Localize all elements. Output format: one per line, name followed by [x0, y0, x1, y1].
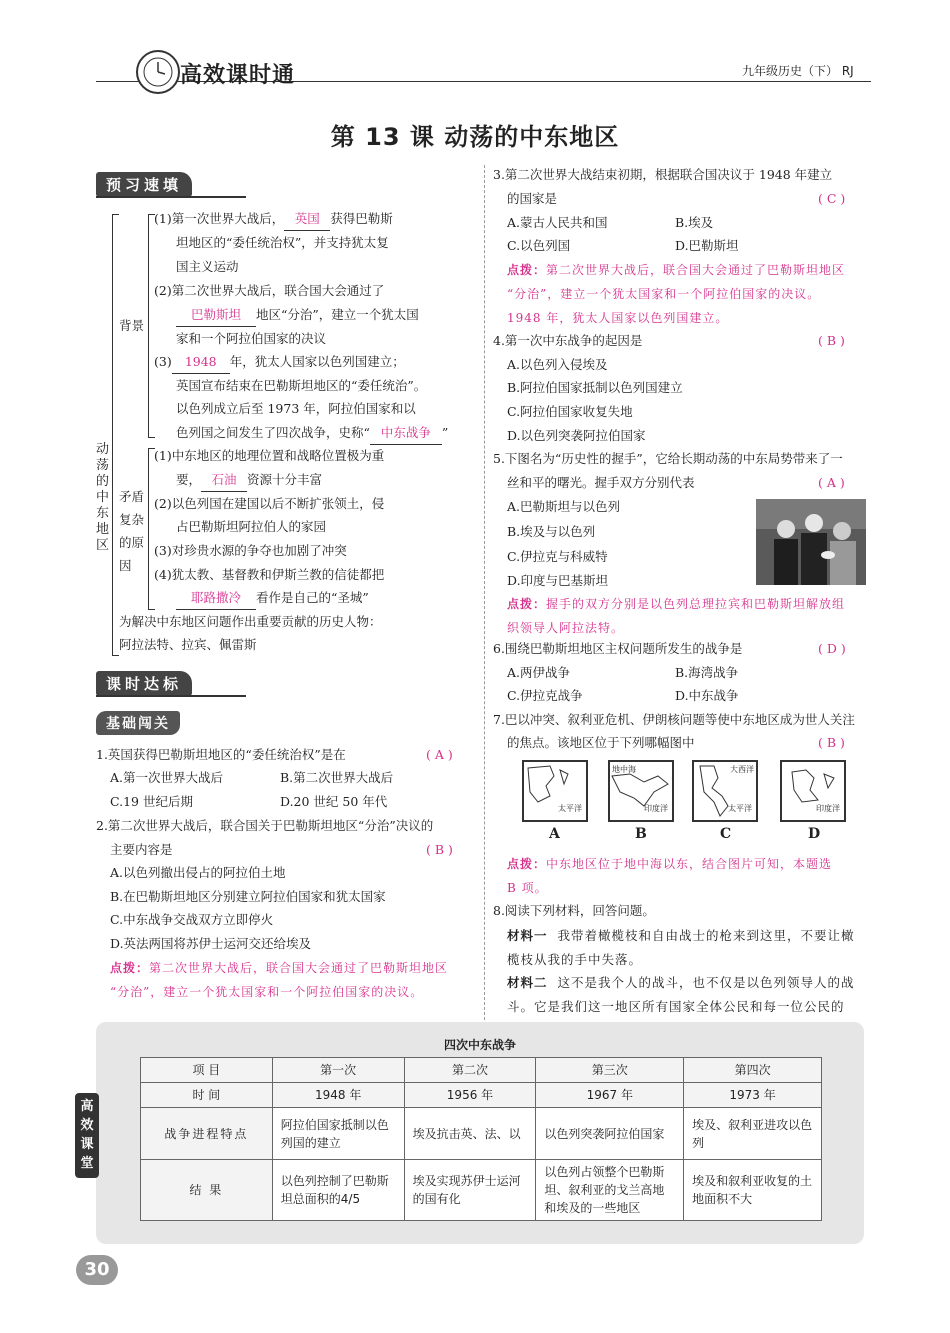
map-a-label: A	[549, 826, 560, 842]
q7-hint-line2: B 项。	[507, 881, 548, 895]
table-row-feature	[141, 1108, 822, 1160]
q1-stem: 1.英国获得巴勒斯坦地区的“委任统治权”是在	[96, 747, 346, 762]
q7-answer: ( B )	[818, 735, 845, 750]
q4-option-a: A.以色列入侵埃及	[507, 357, 608, 372]
map-b-ocean-label: 印度洋	[644, 804, 668, 813]
q3-option-a: A.蒙古人民共和国	[507, 215, 608, 230]
table-header-cell: 第四次	[684, 1058, 822, 1083]
q4-answer: ( B )	[818, 333, 845, 348]
table-cell: 阿拉伯国家抵制以色列国的建立	[272, 1108, 404, 1160]
map-d-label: D	[808, 826, 821, 842]
section-practice-label: 课时达标	[96, 671, 192, 696]
column-divider	[484, 165, 485, 1020]
c2-line1: (2)以色列国在建国以后不断扩张领土，侵	[154, 496, 385, 511]
map-c-atlantic-label: 大西洋	[730, 765, 754, 774]
c4-line1: (4)犹太教、基督教和伊斯兰教的信徒都把	[154, 567, 385, 582]
q5-answer: ( A )	[818, 475, 845, 490]
section-banner-preview	[96, 172, 192, 196]
table-cell: 以色列占领整个巴勒斯坦、叙利亚的戈兰高地和埃及的一些地区	[536, 1160, 684, 1221]
table-header-cell: 第二次	[404, 1058, 536, 1083]
bg3-fill2: 中东战争	[370, 421, 442, 445]
bg3-line3: 以色列成立后至 1973 年，阿拉伯国家和以	[176, 401, 416, 416]
bg2-line2: 巴勒斯坦 地区“分治”，建立一个犹太国	[176, 303, 419, 327]
map-a-ocean-label: 太平洋	[558, 804, 582, 813]
material2-line1: 材料二 这不是我个人的战斗，也不仅是以色列领导人的战	[507, 975, 855, 990]
table-header-row	[141, 1058, 822, 1083]
q3-stem-line1: 3.第二次世界大战结束初期，根据联合国决议于 1948 年建立	[493, 167, 833, 182]
bg3-fill: 1948	[172, 350, 230, 374]
banner-rule	[96, 695, 246, 697]
c3-line: (3)对珍贵水源的争夺也加剧了冲突	[154, 543, 347, 558]
outline-background-label: 背景	[119, 318, 145, 333]
page-number: 30	[76, 1255, 118, 1285]
q2-answer: ( B )	[426, 842, 453, 857]
handshake-photo	[756, 499, 866, 585]
map-d	[780, 760, 846, 822]
q3-answer: ( C )	[818, 191, 846, 206]
c4-fill: 耶路撒冷	[176, 586, 256, 610]
table-row-time	[141, 1083, 822, 1108]
q6-stem: 6.围绕巴勒斯坦地区主权问题所发生的战争是	[493, 641, 743, 656]
q5-stem-line1: 5.下图名为“历史性的握手”，它给长期动荡的中东局势带来了一	[493, 451, 843, 466]
section-banner-practice	[96, 671, 192, 695]
q2-option-c: C.中东战争交战双方立即停火	[110, 912, 274, 927]
q5-option-b: B.埃及与以色列	[507, 524, 596, 539]
bg2-line1: (2)第二次世界大战后，联合国大会通过了	[154, 283, 385, 298]
table-cell: 以色列突袭阿拉伯国家	[536, 1108, 684, 1160]
q6-option-c: C.伊拉克战争	[507, 688, 583, 703]
background-brace	[148, 214, 155, 438]
table-cell: 埃及抗击英、法、以	[404, 1108, 536, 1160]
q5-option-a: A.巴勒斯坦与以色列	[507, 499, 621, 514]
q7-hint-line1: 点拨：中东地区位于地中海以东，结合图片可知，本题选	[507, 857, 833, 871]
q3-hint-line3: 1948 年，犹太人国家以色列国建立。	[507, 311, 729, 325]
table-cell: 1973 年	[684, 1083, 822, 1108]
q1-option-c: C.19 世纪后期	[110, 794, 193, 809]
wars-table	[140, 1057, 822, 1221]
bg1-line3: 国主义运动	[176, 259, 239, 274]
q7-stem-line2: 的焦点。该地区位于下列哪幅图中	[507, 735, 695, 750]
logo-text: 高效课时通	[180, 63, 296, 88]
q6-answer: ( D )	[818, 641, 846, 656]
section-preview-label: 预习速填	[96, 172, 192, 197]
material1-line2: 榄枝从我的手中失落。	[507, 952, 643, 967]
q4-stem: 4.第一次中东战争的起因是	[493, 333, 643, 348]
q5-option-c: C.伊拉克与科威特	[507, 549, 608, 564]
outline-root: 动荡的中东地区	[96, 442, 110, 553]
q2-option-b: B.在巴勒斯坦地区分别建立阿拉伯国家和犹太国家	[110, 889, 386, 904]
q3-option-d: D.巴勒斯坦	[675, 238, 739, 253]
bg2-fill: 巴勒斯坦	[176, 303, 256, 327]
q2-hint-line2: “分治”，建立一个犹太国家和一个阿拉伯国家的决议。	[110, 985, 424, 999]
table-row-result	[141, 1160, 822, 1221]
map-c-ocean-label: 太平洋	[728, 804, 752, 813]
table-cell: 1948 年	[272, 1083, 404, 1108]
q3-stem-line2: 的国家是	[507, 191, 558, 206]
q1-option-a: A.第一次世界大战后	[110, 770, 224, 785]
table-header-cell: 第三次	[536, 1058, 684, 1083]
q4-option-c: C.阿拉伯国家收复失地	[507, 404, 633, 419]
c1-fill: 石油	[201, 468, 247, 492]
table-cell: 埃及和叙利亚收复的土地面积不大	[684, 1160, 822, 1221]
q8-stem: 8.阅读下列材料，回答问题。	[493, 903, 655, 918]
q3-option-c: C.以色列国	[507, 238, 571, 253]
table-cell: 时 间	[141, 1083, 273, 1108]
subject-label: 九年级历史（下） RJ	[742, 64, 854, 78]
people-line1: 为解决中东地区问题作出重要贡献的历史人物：	[119, 614, 382, 629]
banner-rule	[96, 196, 246, 198]
table-cell: 1967 年	[536, 1083, 684, 1108]
c2-line2: 占巴勒斯坦阿拉伯人的家园	[176, 519, 327, 534]
q4-option-b: B.阿拉伯国家抵制以色列国建立	[507, 380, 683, 395]
table-cell: 埃及实现苏伊士运河的国有化	[404, 1160, 536, 1221]
table-cell: 1956 年	[404, 1083, 536, 1108]
bg1-line1: (1)第一次世界大战后， 英国 获得巴勒斯	[154, 207, 393, 231]
q7-stem-line1: 7.巴以冲突、叙利亚危机、伊朗核问题等使中东地区成为世人关注	[493, 712, 855, 727]
q2-option-a: A.以色列撤出侵占的阿拉伯土地	[110, 865, 286, 880]
bg3-line4: 色列国之间发生了四次战争，史称“ 中东战争 ”	[176, 421, 448, 445]
table-cell: 埃及、叙利亚进攻以色列	[684, 1108, 822, 1160]
map-b-sea-label: 地中海	[612, 765, 636, 774]
bg3-line1: (3) 1948 年，犹太人国家以色列国建立；	[154, 350, 405, 374]
table-cell: 战争进程特点	[141, 1108, 273, 1160]
bg3-line2: 英国宣布结束在巴勒斯坦地区的“委任统治”。	[176, 378, 427, 393]
map-c	[692, 760, 758, 822]
table-cell: 结 果	[141, 1160, 273, 1221]
q2-stem-line1: 2.第二次世界大战后，联合国关于巴勒斯坦地区“分治”决议的	[96, 818, 434, 833]
q3-option-b: B.埃及	[675, 215, 714, 230]
people-line2: 阿拉法特、拉宾、佩雷斯	[119, 637, 257, 652]
table-cell: 以色列控制了巴勒斯坦总面积的4/5	[272, 1160, 404, 1221]
bg1-fill: 英国	[284, 207, 330, 231]
q5-hint-line2: 织领导人阿拉法特。	[507, 621, 625, 635]
table-header-cell: 第一次	[272, 1058, 404, 1083]
q5-hint-line1: 点拨：握手的双方分别是以色列总理拉宾和巴勒斯坦解放组	[507, 597, 846, 611]
bg1-line2: 坦地区的“委任统治权”，并支持犹太复	[176, 235, 389, 250]
q5-option-d: D.印度与巴基斯坦	[507, 573, 609, 588]
c1-line2: 要， 石油 资源十分丰富	[176, 468, 322, 492]
q1-option-b: B.第二次世界大战后	[280, 770, 394, 785]
c4-line2: 耶路撒冷 看作是自己的“圣城”	[176, 586, 369, 610]
q2-stem-line2: 主要内容是	[110, 842, 173, 857]
section-basic-label: 基础闯关	[96, 711, 180, 735]
outline-conflict-label: 矛盾复杂的原因	[119, 489, 145, 573]
map-c-label: C	[720, 826, 732, 842]
q5-stem-line2: 丝和平的曙光。握手双方分别代表	[507, 475, 695, 490]
map-a	[522, 760, 588, 822]
side-tab: 高效课堂	[75, 1093, 99, 1178]
map-b	[608, 760, 674, 822]
map-b-label: B	[635, 826, 647, 842]
table-title: 四次中东战争	[443, 1038, 516, 1052]
table-header-cell: 项 目	[141, 1058, 273, 1083]
q3-hint-line2: “分治”，建立一个犹太国家和一个阿拉伯国家的决议。	[507, 287, 821, 301]
q2-hint-line1: 点拨：第二次世界大战后，联合国大会通过了巴勒斯坦地区	[110, 961, 449, 975]
q6-option-d: D.中东战争	[675, 688, 739, 703]
bg2-line3: 家和一个阿拉伯国家的决议	[176, 331, 327, 346]
outline-brace	[112, 214, 119, 656]
q4-option-d: D.以色列突袭阿拉伯国家	[507, 428, 646, 443]
map-d-ocean-label: 印度洋	[816, 804, 840, 813]
material2-line2: 斗。它是我们这一地区所有国家全体公民和每一位公民的	[507, 999, 845, 1014]
q1-option-d: D.20 世纪 50 年代	[280, 794, 388, 809]
q6-option-a: A.两伊战争	[507, 665, 571, 680]
c1-line1: (1)中东地区的地理位置和战略位置极为重	[154, 448, 385, 463]
q6-option-b: B.海湾战争	[675, 665, 739, 680]
clock-logo-icon	[136, 50, 180, 94]
q2-option-d: D.英法两国将苏伊士运河交还给埃及	[110, 936, 312, 951]
page-title: 第 13 课 动荡的中东地区	[330, 123, 620, 151]
q3-hint-line1: 点拨：第二次世界大战后，联合国大会通过了巴勒斯坦地区	[507, 263, 846, 277]
q1-answer: ( A )	[426, 747, 453, 762]
material1-line1: 材料一 我带着橄榄枝和自由战士的枪来到这里，不要让橄	[507, 928, 855, 943]
